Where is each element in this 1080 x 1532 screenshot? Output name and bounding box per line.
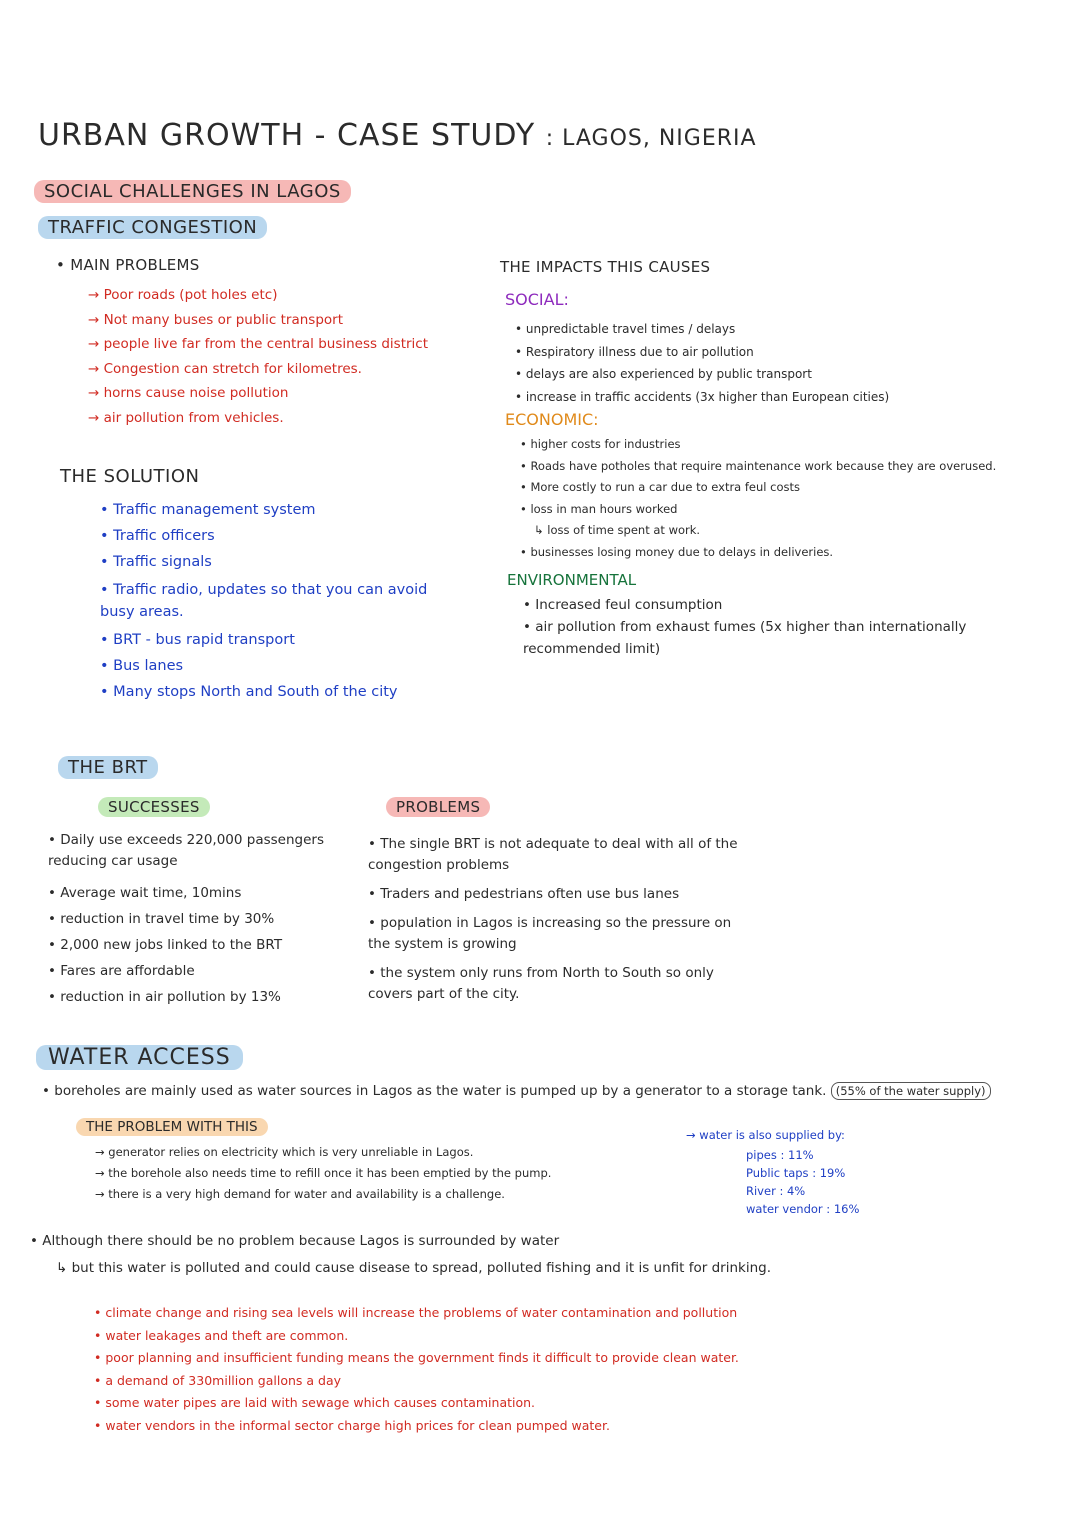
title-sub: : LAGOS, NIGERIA xyxy=(545,126,757,151)
brt-successes-label: SUCCESSES xyxy=(98,797,210,817)
list-item: • businesses losing money due to delays in deliveries. xyxy=(520,544,834,559)
water-supply-list xyxy=(746,1146,859,1218)
main-problems-label: • MAIN PROBLEMS xyxy=(56,256,200,274)
list-item: • Traders and pedestrians often use bus lanes xyxy=(368,886,680,902)
list-item: • Increased feul consumption xyxy=(523,597,723,613)
brt-heading: THE BRT xyxy=(58,756,158,779)
impacts-economic-label: ECONOMIC: xyxy=(505,410,599,429)
list-item: → there is a very high demand for water and availability is a challenge. xyxy=(95,1187,505,1201)
impacts-environmental-label: ENVIRONMENTAL xyxy=(507,571,637,589)
list-item: water vendor : 16% xyxy=(746,1202,860,1216)
list-item: • BRT - bus rapid transport xyxy=(100,632,295,648)
list-item: pipes : 11% xyxy=(746,1148,814,1162)
list-item: • reduction in air pollution by 13% xyxy=(48,989,281,1005)
list-item: River : 4% xyxy=(746,1184,806,1198)
traffic-heading: TRAFFIC CONGESTION xyxy=(38,216,267,239)
list-item: • unpredictable travel times / delays xyxy=(515,322,736,336)
list-item: • Traffic officers xyxy=(100,528,215,544)
list-item: → people live far from the central business district xyxy=(88,336,429,352)
list-item: • Bus lanes xyxy=(100,658,184,674)
impacts-economic-list xyxy=(520,434,996,563)
list-item: ↳ loss of time spent at work. xyxy=(534,523,701,537)
list-item: • Daily use exceeds 220,000 passengers reducing car usage xyxy=(48,832,324,869)
impacts-environmental-list xyxy=(523,594,973,660)
title-main: URBAN GROWTH - CASE STUDY xyxy=(38,118,536,153)
list-item: • The single BRT is not adequate to deal with all of the congestion problems xyxy=(368,836,738,873)
list-item: • Traffic management system xyxy=(100,502,316,518)
list-item: • Many stops North and South of the city xyxy=(100,684,398,700)
list-item: • loss in man hours worked xyxy=(520,501,678,516)
list-item: • delays are also experienced by public transport xyxy=(515,367,812,381)
list-item: • 2,000 new jobs linked to the BRT xyxy=(48,937,283,953)
page-title xyxy=(38,118,757,153)
water-issues-list xyxy=(94,1302,739,1437)
list-item: → the borehole also needs time to refill once it has been emptied by the pump. xyxy=(95,1166,552,1180)
list-item: • Traffic signals xyxy=(100,554,212,570)
list-item: • poor planning and insufficient funding means the government finds it difficult to provide clean water. xyxy=(94,1350,739,1365)
list-item: • air pollution from exhaust fumes (5x higher than internationally recommended limit) xyxy=(523,619,967,657)
water-problem-label: THE PROBLEM WITH THIS xyxy=(76,1118,268,1136)
list-item: • More costly to run a car due to extra feul costs xyxy=(520,480,801,494)
list-item: → Not many buses or public transport xyxy=(88,311,343,328)
list-item: • Roads have potholes that require maintenance work because they are overused. xyxy=(520,458,997,473)
water-boreholes: • boreholes are mainly used as water sources in Lagos as the water is pumped up by a generator to a storage tank. (55% of the water supply) xyxy=(42,1083,991,1099)
list-item: → Poor roads (pot holes etc) xyxy=(88,287,278,303)
list-item: • water leakages and theft are common. xyxy=(94,1327,349,1343)
water-heading: WATER ACCESS xyxy=(36,1045,243,1070)
list-item: • climate change and rising sea levels will increase the problems of water contamination and pollution xyxy=(94,1305,738,1320)
list-item: • increase in traffic accidents (3x higher than European cities) xyxy=(515,389,890,404)
impacts-social-list xyxy=(515,318,889,408)
social-challenges-heading: SOCIAL CHALLENGES IN LAGOS xyxy=(34,180,351,203)
list-item: • Respiratory illness due to air pollution xyxy=(515,344,754,359)
water-but: ↳ but this water is polluted and could cause disease to spread, polluted fishing and it is unfit for drinking. xyxy=(56,1260,772,1276)
brt-problems-list xyxy=(368,834,748,1005)
list-item: • the system only runs from North to South so only covers part of the city. xyxy=(368,965,714,1002)
water-problem-list xyxy=(95,1142,551,1205)
list-item: • Average wait time, 10mins xyxy=(48,885,242,901)
list-item: • water vendors in the informal sector charge high prices for clean pumped water. xyxy=(94,1417,610,1433)
list-item: • reduction in travel time by 30% xyxy=(48,911,275,927)
list-item: → air pollution from vehicles. xyxy=(88,409,284,426)
main-problems-list xyxy=(88,283,428,430)
list-item: • Traffic radio, updates so that you can avoid busy areas. xyxy=(100,582,428,620)
list-item: • some water pipes are laid with sewage which causes contamination. xyxy=(94,1395,536,1410)
list-item: Public taps : 19% xyxy=(746,1166,846,1180)
list-item: • higher costs for industries xyxy=(520,437,681,451)
brt-successes-list xyxy=(48,830,338,1010)
list-item: • population in Lagos is increasing so the pressure on the system is growing xyxy=(368,915,732,952)
list-item: → horns cause noise pollution xyxy=(88,385,289,401)
water-supply-label: → water is also supplied by: xyxy=(686,1128,845,1142)
solution-label: THE SOLUTION xyxy=(60,466,200,487)
list-item: • a demand of 330million gallons a day xyxy=(94,1372,341,1388)
list-item: • Fares are affordable xyxy=(48,963,195,979)
solution-list xyxy=(100,497,460,705)
brt-problems-label: PROBLEMS xyxy=(386,797,490,817)
list-item: → generator relies on electricity which is very unreliable in Lagos. xyxy=(95,1145,474,1159)
list-item: → Congestion can stretch for kilometres. xyxy=(88,360,362,377)
impacts-social-label: SOCIAL: xyxy=(505,290,569,309)
impacts-heading: THE IMPACTS THIS CAUSES xyxy=(500,258,711,276)
water-although: • Although there should be no problem because Lagos is surrounded by water xyxy=(30,1233,560,1249)
